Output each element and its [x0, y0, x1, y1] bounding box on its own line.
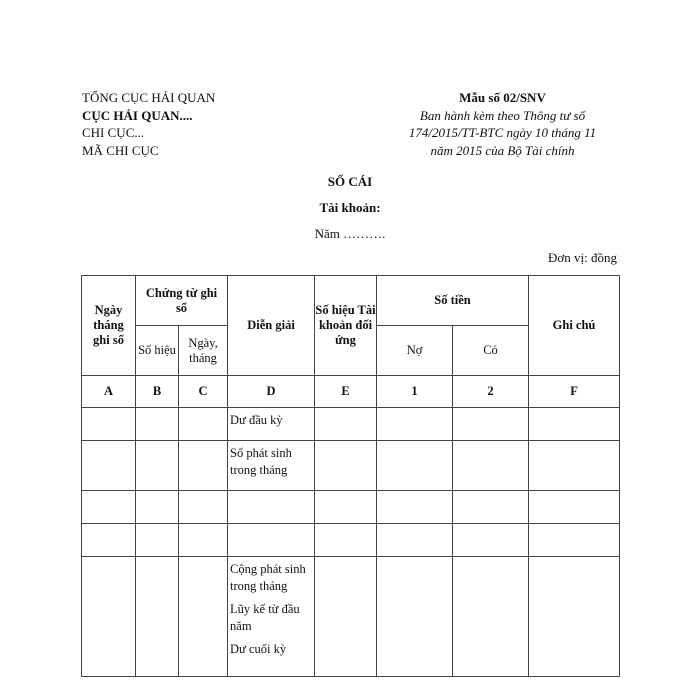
table-row: [82, 491, 620, 524]
form-issuance-line2: 174/2015/TT-BTC ngày 10 tháng 11: [408, 125, 597, 140]
closing-balance-label: Dư cuối kỳ: [230, 642, 287, 656]
column-letter: B: [136, 376, 179, 408]
customs-department: CỤC HẢI QUAN....: [82, 107, 193, 123]
year-label: Năm ……….: [314, 226, 386, 241]
header-voucher: Chứng từ ghi sổ: [136, 276, 228, 326]
form-header: [380, 89, 625, 159]
header-credit: Có: [453, 326, 529, 376]
column-letter: D: [228, 376, 315, 408]
form-issuance-line1: Ban hành kèm theo Thông tư số: [419, 107, 586, 123]
header-note: Ghi chú: [529, 276, 620, 376]
header-counter-account: Số hiệu Tài khoản đối ứng: [315, 276, 377, 376]
branch-code: MÃ CHI CỤC: [82, 142, 159, 158]
branch: CHI CỤC...: [82, 125, 145, 140]
agency-header: [82, 89, 215, 159]
total-arising-label: Cộng phát sinh trong tháng: [230, 562, 306, 593]
form-number: Mẫu số 02/SNV: [459, 90, 546, 105]
general-department: TỔNG CỤC HẢI QUAN: [82, 90, 216, 105]
header-voucher-number: Số hiệu: [136, 326, 179, 376]
account-label: Tài khoản:: [319, 200, 381, 215]
header-voucher-date: Ngày, tháng: [179, 326, 228, 376]
column-letter: C: [179, 376, 228, 408]
column-letter: F: [529, 376, 620, 408]
form-issuance-line3: năm 2015 của Bộ Tài chính: [430, 142, 575, 158]
column-letter: 2: [453, 376, 529, 408]
column-letter: 1: [377, 376, 453, 408]
arising-label: Số phát sinh trong tháng: [228, 441, 315, 491]
table-row: [82, 441, 620, 491]
document-title: SỔ CÁI: [327, 174, 373, 189]
column-letter: E: [315, 376, 377, 408]
header-date: Ngày tháng ghi sổ: [82, 276, 136, 376]
table-row: [82, 408, 620, 441]
header-amount: Số tiền: [377, 276, 529, 326]
summary-cell: [228, 557, 315, 677]
header-description: Diễn giải: [228, 276, 315, 376]
table-row: [82, 524, 620, 557]
column-letter: A: [82, 376, 136, 408]
cumulative-label: Lũy kế từ đầu năm: [230, 602, 300, 633]
unit-label: Đơn vị: đồng: [548, 250, 617, 265]
header-debit: Nợ: [377, 326, 453, 376]
opening-balance-label: Dư đầu kỳ: [228, 408, 315, 441]
table-row: [82, 557, 620, 677]
ledger-table: [81, 275, 620, 677]
